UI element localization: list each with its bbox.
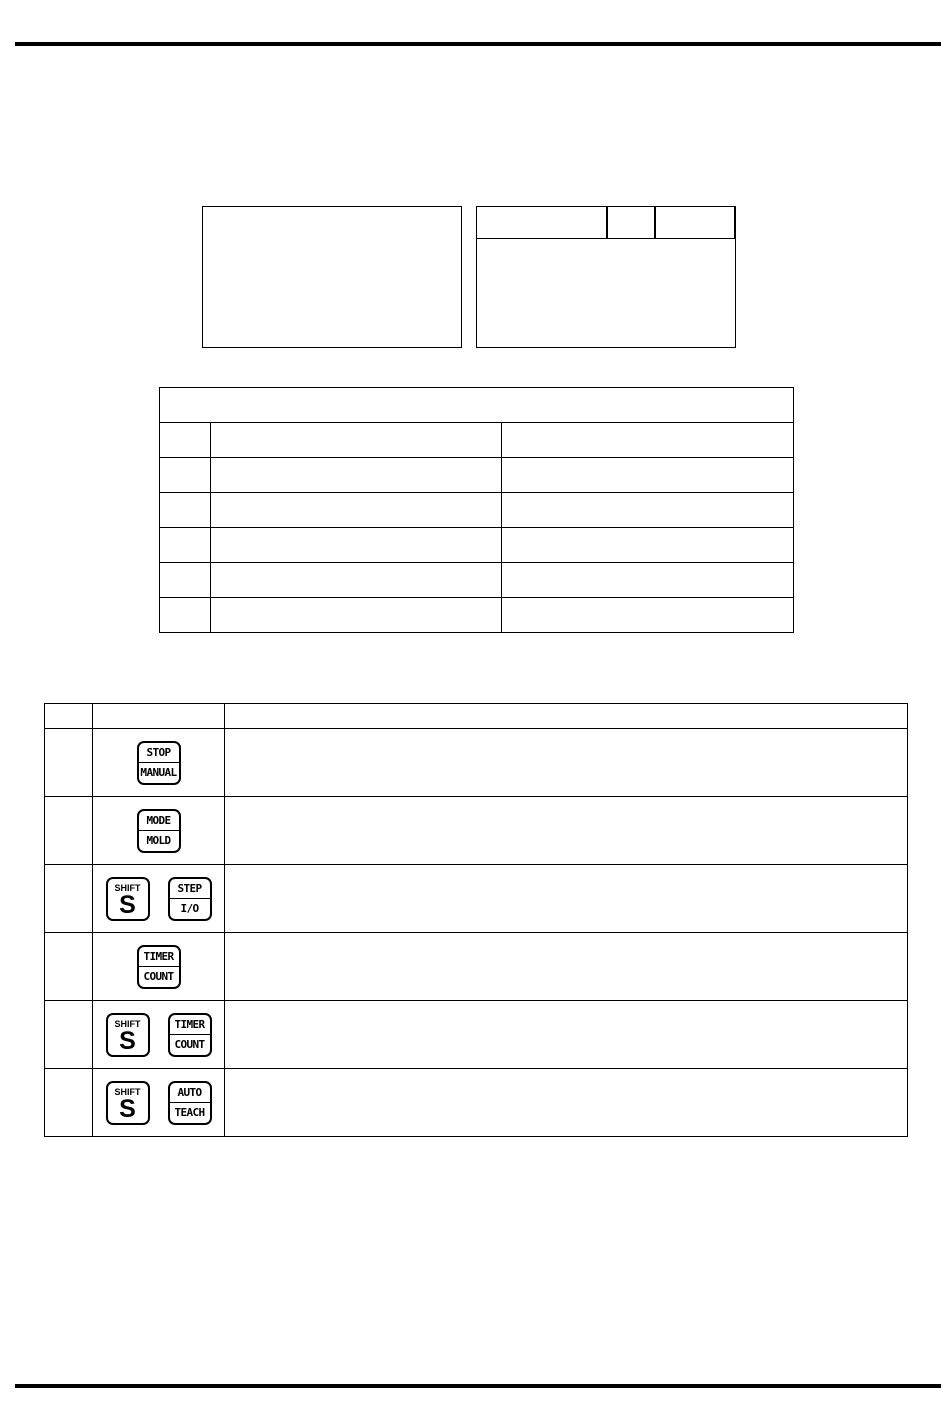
timer-count-key[interactable] — [168, 1013, 212, 1057]
bottom-rule — [15, 1384, 941, 1388]
table-row — [160, 423, 794, 458]
shift-key-letter: S — [119, 890, 136, 919]
table-row — [45, 1069, 908, 1137]
shift-key[interactable] — [106, 1081, 150, 1125]
key-top-label: STEP — [177, 881, 202, 895]
key-bottom-label: I/O — [170, 898, 210, 919]
shift-key-label: SHIFT — [114, 1086, 141, 1097]
key-top-label: TIMER — [143, 949, 174, 963]
shift-key-letter: S — [119, 1026, 136, 1055]
top-rule — [15, 42, 941, 46]
shift-key-letter: S — [119, 1094, 136, 1123]
shift-key-label: SHIFT — [114, 1018, 141, 1029]
shift-key[interactable] — [106, 877, 150, 921]
table-row — [45, 865, 908, 933]
auto-teach-key[interactable] — [168, 1081, 212, 1125]
shift-key-label: SHIFT — [114, 882, 141, 893]
key-bottom-label: MANUAL — [139, 762, 179, 783]
table-row — [45, 1001, 908, 1069]
key-top-label: MODE — [146, 813, 171, 827]
table-row — [160, 493, 794, 528]
timer-count-key[interactable] — [137, 945, 181, 989]
step-io-key[interactable] — [168, 877, 212, 921]
shift-key[interactable] — [106, 1013, 150, 1057]
key-bottom-label: MOLD — [139, 830, 179, 851]
table-row — [160, 598, 794, 633]
function-table — [159, 387, 794, 633]
screen-header-cell — [656, 207, 736, 239]
screen-header-cell — [477, 207, 608, 239]
key-top-label: STOP — [146, 745, 171, 759]
stop-manual-key[interactable] — [137, 741, 181, 785]
table-row — [160, 563, 794, 598]
table-row — [45, 797, 908, 865]
table-row — [45, 933, 908, 1001]
key-bottom-label: COUNT — [139, 966, 179, 987]
table-row — [45, 729, 908, 797]
display-screen-left — [202, 206, 462, 348]
table-row — [160, 528, 794, 563]
key-bottom-label: TEACH — [170, 1102, 210, 1123]
key-top-label: TIMER — [174, 1017, 205, 1031]
display-screen-right — [476, 206, 736, 348]
table-title-cell — [160, 388, 794, 423]
key-top-label: AUTO — [177, 1085, 202, 1099]
table-row — [160, 458, 794, 493]
key-bottom-label: COUNT — [170, 1034, 210, 1055]
screen-header-cell — [608, 207, 656, 239]
key-operation-table — [44, 703, 908, 1137]
table-header-row — [45, 704, 908, 729]
mode-mold-key[interactable] — [137, 809, 181, 853]
